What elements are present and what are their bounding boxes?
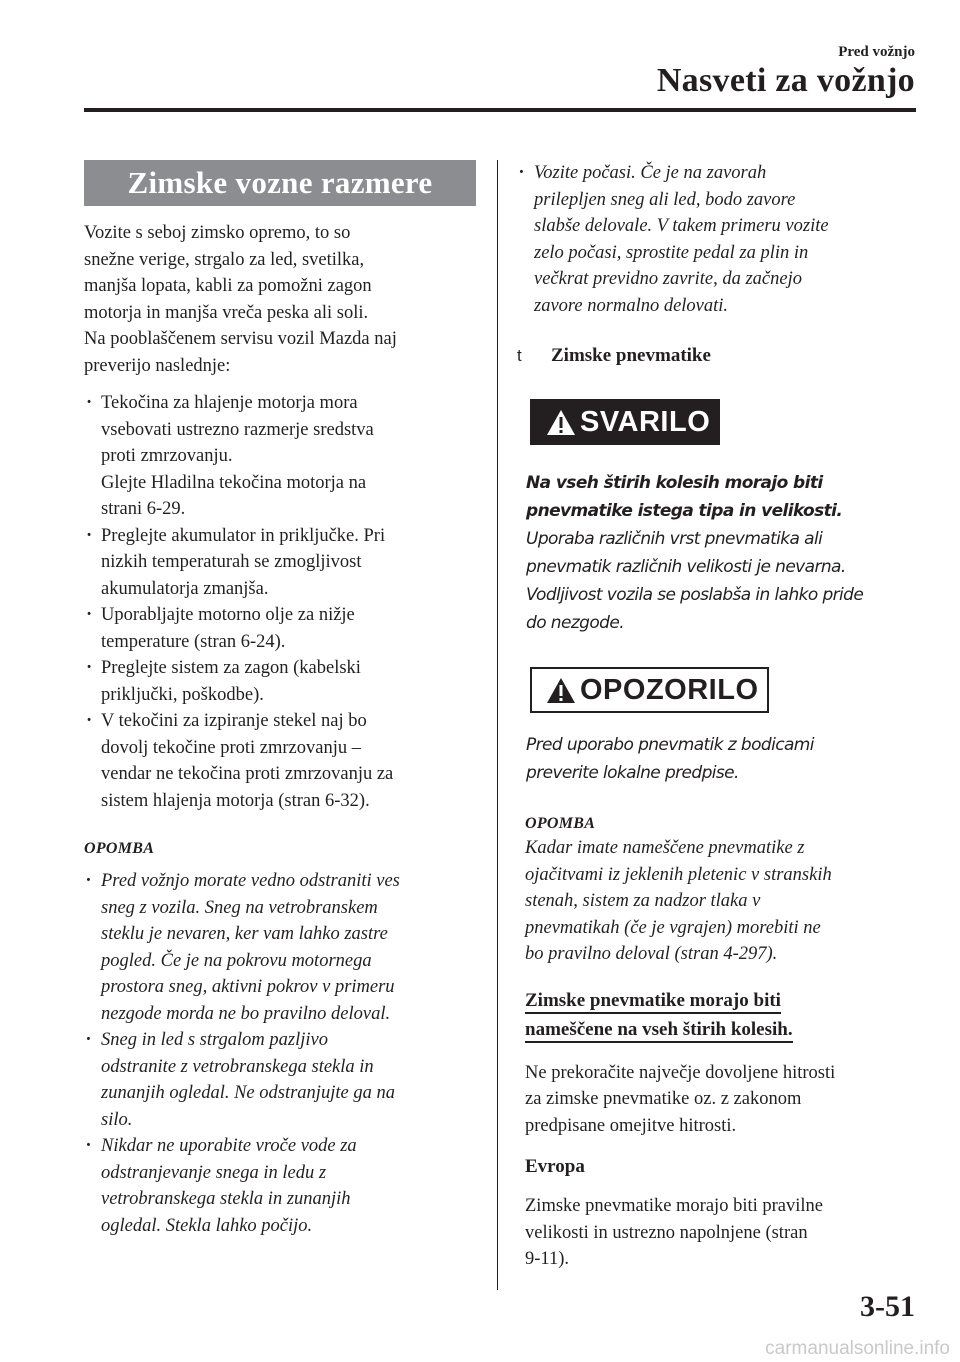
text-line: preverijo naslednje: xyxy=(84,355,231,376)
svarilo-label: SVARILO xyxy=(580,405,711,438)
note-list xyxy=(84,868,476,1239)
note-label: OPOMBA xyxy=(525,815,596,832)
text-line: do nezgode. xyxy=(526,613,624,633)
text-line: odstranite z vetrobranskega stekla in xyxy=(101,1056,374,1077)
opozorilo-block xyxy=(517,667,917,713)
text-line: pnevmatik različnih velikosti je nevarna. xyxy=(526,557,846,577)
text-line: 9-11). xyxy=(525,1249,570,1269)
europe-paragraph xyxy=(525,1193,917,1273)
text-line: · Sneg in led s strgalom pazljivo xyxy=(101,1030,328,1050)
text-line: · Tekočina za hlajenje motorja mora xyxy=(101,393,358,413)
text-line: večkrat previdno zavrite, da začnejo xyxy=(534,269,802,289)
text-line: · Nikdar ne uporabite vroče vode za xyxy=(101,1136,357,1156)
text-line: pnevmatike istega tipa in velikosti. xyxy=(526,501,843,521)
text-line: pnevmatikah (če je vgrajen) morebiti ne xyxy=(525,917,821,938)
text-line: bo pravilno deloval (stran 4-297). xyxy=(525,944,778,964)
text-line: Uporaba različnih vrst pnevmatika ali xyxy=(526,529,823,549)
text-line: ojačitvami iz jeklenih pletenic v stranskih xyxy=(525,864,832,885)
column-divider xyxy=(497,160,498,1290)
text-line: nizkih temperaturah se zmogljivost xyxy=(101,552,362,572)
text-line: Vodljivost vozila se poslabša in lahko pride xyxy=(526,585,864,605)
text-line: motorja in manjša vreča peska ali soli. xyxy=(84,302,369,323)
text-line: Na vseh štirih kolesih morajo biti xyxy=(526,473,823,493)
text-line: vsebovati ustrezno razmerje sredstva xyxy=(101,419,374,440)
text-line: ogledal. Stekla lahko počijo. xyxy=(101,1215,313,1236)
text-line: Na pooblaščenem servisu vozil Mazda naj xyxy=(84,329,397,349)
list-item xyxy=(84,655,476,708)
text-line: slabše delovale. V takem primeru vozite xyxy=(534,216,829,236)
list-item xyxy=(84,708,476,814)
note-label: OPOMBA xyxy=(84,840,155,857)
page-title: Zimske vozne razmere xyxy=(84,160,476,206)
text-line: Ne prekoračite največje dovoljene hitrosti xyxy=(525,1062,836,1083)
section-title: Nasveti za vožnjo xyxy=(656,62,915,99)
list-item xyxy=(517,160,917,319)
list-item xyxy=(84,1027,476,1133)
subsection-marker: t xyxy=(517,346,522,365)
text-line: manjša lopata, kabli za pomožni zagon xyxy=(84,276,372,296)
svarilo-block xyxy=(517,399,917,445)
europe-heading: Evropa xyxy=(525,1156,585,1177)
text-line: zelo počasi, sprostite pedal za plin in xyxy=(534,242,809,263)
text-line: pogled. Če je na pokrovu motornega xyxy=(101,950,372,971)
text-line: proti zmrzovanju. xyxy=(101,446,233,466)
section-label: Pred vožnjo xyxy=(838,44,915,60)
list-item xyxy=(84,602,476,655)
header-rule xyxy=(84,108,916,112)
opozorilo-badge xyxy=(530,667,769,713)
text-line: Vozite s seboj zimsko opremo, to so xyxy=(84,223,351,243)
text-line: akumulatorja zmanjša. xyxy=(101,578,269,599)
text-line: velikosti in ustrezno napolnjene (stran xyxy=(525,1222,808,1243)
check-list xyxy=(84,390,476,814)
right-column xyxy=(517,160,917,1273)
watermark: carmanualsonline.info xyxy=(765,1338,950,1359)
text-line: · Vozite počasi. Če je na zavorah xyxy=(534,163,767,183)
text-line: predpisane omejitve hitrosti. xyxy=(525,1115,737,1136)
text-line: sistem hlajenja motorja (stran 6-32). xyxy=(101,790,370,811)
text-line: Zimske pnevmatike morajo biti xyxy=(525,990,781,1014)
list-item xyxy=(84,390,476,523)
text-line: prilepljen sneg ali led, bodo zavore xyxy=(534,189,796,210)
text-line: snežne verige, strgalo za led, svetilka, xyxy=(84,249,365,270)
text-line: zunanjih ogledal. Ne odstranjujte ga na xyxy=(101,1083,395,1103)
list-item xyxy=(84,1133,476,1239)
text-line: prostora sneg, aktivni pokrov v primeru xyxy=(101,977,395,997)
subsection-heading xyxy=(517,343,917,369)
warning-triangle-icon xyxy=(546,677,576,704)
list-item xyxy=(84,868,476,1027)
opozorilo-text xyxy=(517,731,917,787)
text-line: · V tekočini za izpiranje stekel naj bo xyxy=(101,711,367,731)
page-number: 3-51 xyxy=(860,1290,915,1323)
text-line: priključki, poškodbe). xyxy=(101,684,264,705)
text-line: · Preglejte sistem za zagon (kabelski xyxy=(101,658,361,678)
text-line: silo. xyxy=(101,1109,133,1130)
text-line: za zimske pnevmatike oz. z zakonom xyxy=(525,1089,802,1109)
continued-list xyxy=(517,160,917,319)
text-line: strani 6-29. xyxy=(101,499,186,519)
text-line: vendar ne tekočina proti zmrzovanju za xyxy=(101,764,394,784)
text-line: zavore normalno delovati. xyxy=(534,295,729,316)
text-line: Glejte Hladilna tekočina motorja na xyxy=(101,472,367,493)
subsection-title: Zimske pnevmatike xyxy=(551,345,711,366)
left-column xyxy=(84,160,476,1239)
text-line: · Uporabljajte motorno olje za nižje xyxy=(101,605,355,625)
text-line: nezgode morda ne bo pravilno deloval. xyxy=(101,1003,391,1024)
text-line: preverite lokalne predpise. xyxy=(526,763,739,783)
opozorilo-label: OPOZORILO xyxy=(580,673,759,706)
note-block xyxy=(525,815,917,968)
text-line: Pred uporabo pnevmatik z bodicami xyxy=(526,735,814,755)
text-line: vetrobranskega stekla in zunanjih xyxy=(101,1189,351,1209)
text-line: dovolj tekočine proti zmrzovanju – xyxy=(101,737,361,758)
underline-heading xyxy=(525,986,917,1044)
intro-paragraph xyxy=(84,220,476,379)
text-line: odstranjevanje snega in ledu z xyxy=(101,1162,327,1183)
text-line: sneg z vozila. Sneg na vetrobranskem xyxy=(101,897,378,918)
text-line: nameščene na vseh štirih kolesih. xyxy=(525,1019,793,1043)
warning-triangle-icon xyxy=(546,409,576,436)
speed-paragraph xyxy=(525,1060,917,1140)
svarilo-badge xyxy=(530,399,720,445)
svarilo-text xyxy=(517,469,917,637)
text-line: steklu je nevaren, ker vam lahko zastre xyxy=(101,924,388,944)
text-line: temperature (stran 6-24). xyxy=(101,631,286,652)
text-line: stenah, sistem za nadzor tlaka v xyxy=(525,891,761,911)
text-line: Kadar imate nameščene pnevmatike z xyxy=(525,838,805,858)
text-line: Zimske pnevmatike morajo biti pravilne xyxy=(525,1196,823,1216)
text-line: · Pred vožnjo morate vedno odstraniti ves xyxy=(101,871,400,891)
list-item xyxy=(84,523,476,603)
text-line: · Preglejte akumulator in priključke. Pri xyxy=(101,525,386,546)
